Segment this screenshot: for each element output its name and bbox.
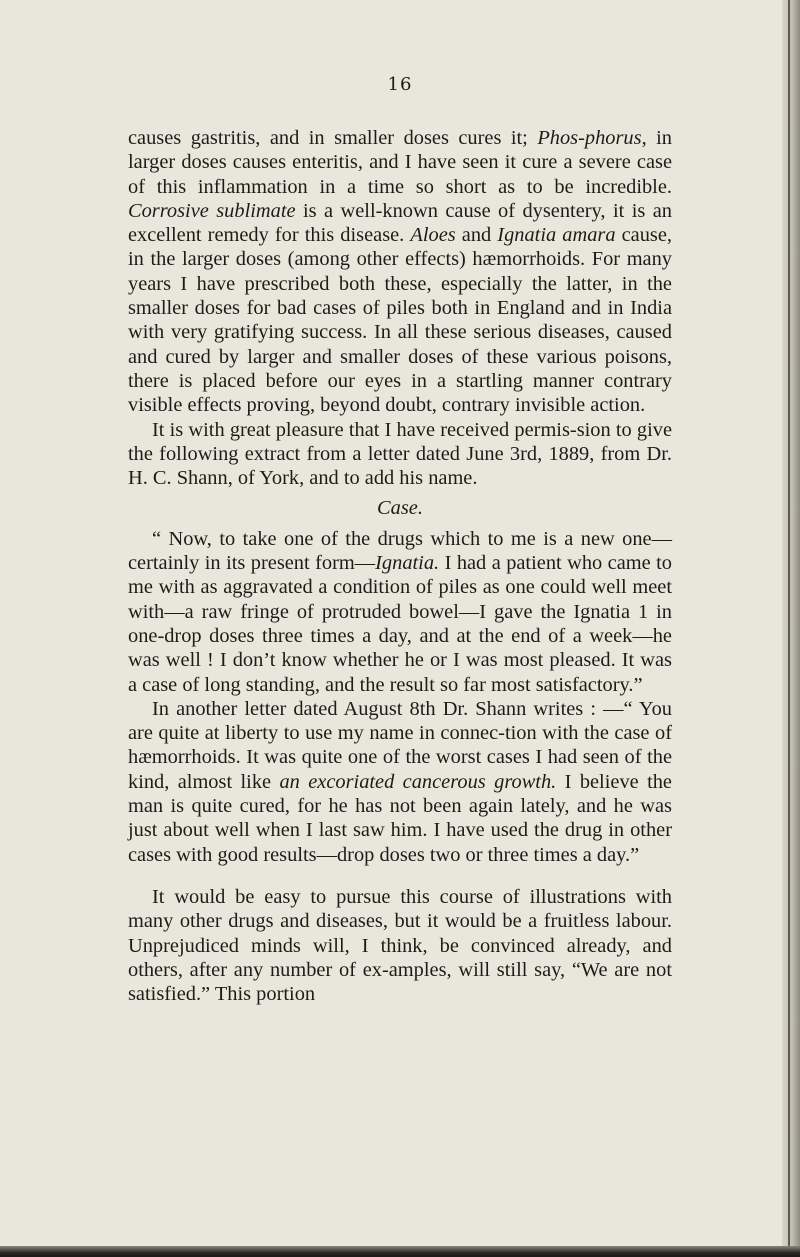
italic-run: Corrosive sublimate	[128, 199, 296, 222]
paragraph-3	[128, 527, 672, 697]
text-run: In another letter dated August 8th Dr. Shann writes : —“ You are quite at liberty to use my name in connec-tion with the case of hæmorrhoids. It was quite one of the worst cases I had seen of the kind, almost like	[128, 697, 672, 793]
text-run: It is with great pleasure that I have received permis-sion to give the following extract from a letter dated June 3rd, 1889, from Dr. H. C. Shann, of York, and to add his name.	[128, 418, 672, 490]
italic-run: Ignatia.	[375, 552, 440, 575]
paragraph-4	[128, 697, 672, 867]
page-edge-right	[782, 0, 800, 1257]
text-run: is a well-known cause of dysentery, it is an excellent remedy for this disease.	[128, 199, 673, 247]
page-number: 16	[387, 74, 413, 95]
italic-run: Phos-phorus	[537, 127, 642, 149]
text-run: It would be easy to pursue this course of illustrations with many other drugs and diseases, but it would be a fruitless labour. Unprejudiced minds will, I think, be convinced already, and others, after any number of ex-amples, will still say, “We are not satisfied.” This portion	[128, 885, 672, 1006]
text-run: causes gastritis, and in smaller doses cures it;	[128, 127, 538, 149]
paragraph-1	[128, 126, 672, 418]
text-run: and	[455, 224, 498, 247]
text-run: “ Now, to take one of the drugs which to me is a new one—certainly in its present form—	[128, 527, 672, 575]
page-edge-bottom	[0, 1246, 800, 1257]
section-heading: Case.	[377, 497, 423, 520]
paragraph-5	[128, 885, 672, 1006]
text-run: cause, in the larger doses (among other effects) hæmorrhoids. For many years I have prescribed both these, especially the latter, in the smaller doses for bad cases of piles both in England and in India with very gratifying success. In all these serious diseases, caused and cured by larger and smaller doses of these various poisons, there is placed before our eyes in a startling manner contrary visible effects proving, beyond doubt, contrary invisible action.	[128, 224, 672, 417]
text-run: I had a patient who came to me with as aggravated a condition of piles as one could well meet with—a raw fringe of protruded bowel—I gave the Ignatia 1 in one-drop doses three times a day, and at the end of a week—he was well ! I don’t know whether he or I was most pleased. It was a case of long standing, and the result so far most satisfactory.”	[128, 552, 672, 696]
italic-run: an excoriated cancerous growth.	[279, 770, 557, 793]
text-run: I believe the man is quite cured, for he has not been again lately, and he was just about well when I last saw him. I have used the drug in other cases with good results—drop doses two or three times a day.”	[128, 770, 672, 866]
italic-run: Ignatia amara	[497, 224, 616, 247]
body-text	[128, 126, 672, 1006]
text-run: , in larger doses causes enteritis, and I have seen it cure a severe case of this inflammation in a time so short as to be incredible.	[128, 127, 672, 198]
paragraph-2	[128, 418, 672, 491]
italic-run: Aloes	[410, 224, 456, 247]
